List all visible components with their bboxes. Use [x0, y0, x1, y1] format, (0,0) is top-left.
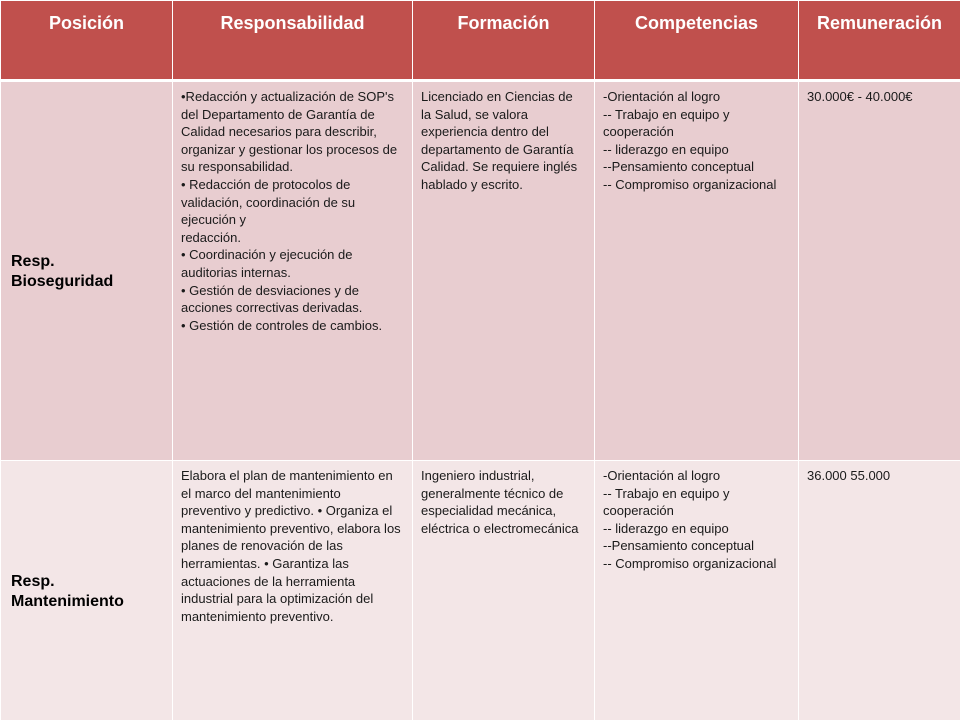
- table-row: [1, 461, 960, 721]
- header-responsabilidad: Responsabilidad: [173, 1, 413, 81]
- formacion-cell: Licenciado en Ciencias de la Salud, se valora experiencia dentro del departamento de Garantía Calidad. Se requiere inglés hablado y escrito.: [413, 81, 595, 461]
- table-row: [1, 81, 960, 461]
- header-competencias: Competencias: [595, 1, 799, 81]
- position-cell: Resp. Bioseguridad: [1, 81, 173, 461]
- header-row: [1, 1, 960, 81]
- competencias-cell: -Orientación al logro -- Trabajo en equipo y cooperación -- liderazgo en equipo --Pensamiento conceptual -- Compromiso organizacional: [595, 81, 799, 461]
- remuneracion-cell: 30.000€ - 40.000€: [799, 81, 960, 461]
- remuneracion-cell: 36.000 55.000: [799, 461, 960, 721]
- position-cell: Resp. Mantenimiento: [1, 461, 173, 721]
- responsabilidad-cell: Elabora el plan de mantenimiento en el marco del mantenimiento preventivo y predictivo. • Organiza el mantenimiento preventivo, elabora los planes de renovación de las herramientas. • Garantiza las actuaciones de la herramienta industrial para la optimización del mantenimiento preventivo.: [173, 461, 413, 721]
- header-posicion: Posición: [1, 1, 173, 81]
- formacion-cell: Ingeniero industrial, generalmente técnico de especialidad mecánica, eléctrica o electromecánica: [413, 461, 595, 721]
- header-formacion: Formación: [413, 1, 595, 81]
- responsabilidad-cell: •Redacción y actualización de SOP's del Departamento de Garantía de Calidad necesarios para describir, organizar y gestionar los procesos de su responsabilidad. • Redacción de protocolos de validación, coordinación de su ejecución y redacción. • Coordinación y ejecución de auditorias internas. • Gestión de desviaciones y de acciones correctivas derivadas. • Gestión de controles de cambios.: [173, 81, 413, 461]
- competencias-cell: -Orientación al logro -- Trabajo en equipo y cooperación -- liderazgo en equipo --Pensamiento conceptual -- Compromiso organizacional: [595, 461, 799, 721]
- header-remuneracion: Remuneración: [799, 1, 960, 81]
